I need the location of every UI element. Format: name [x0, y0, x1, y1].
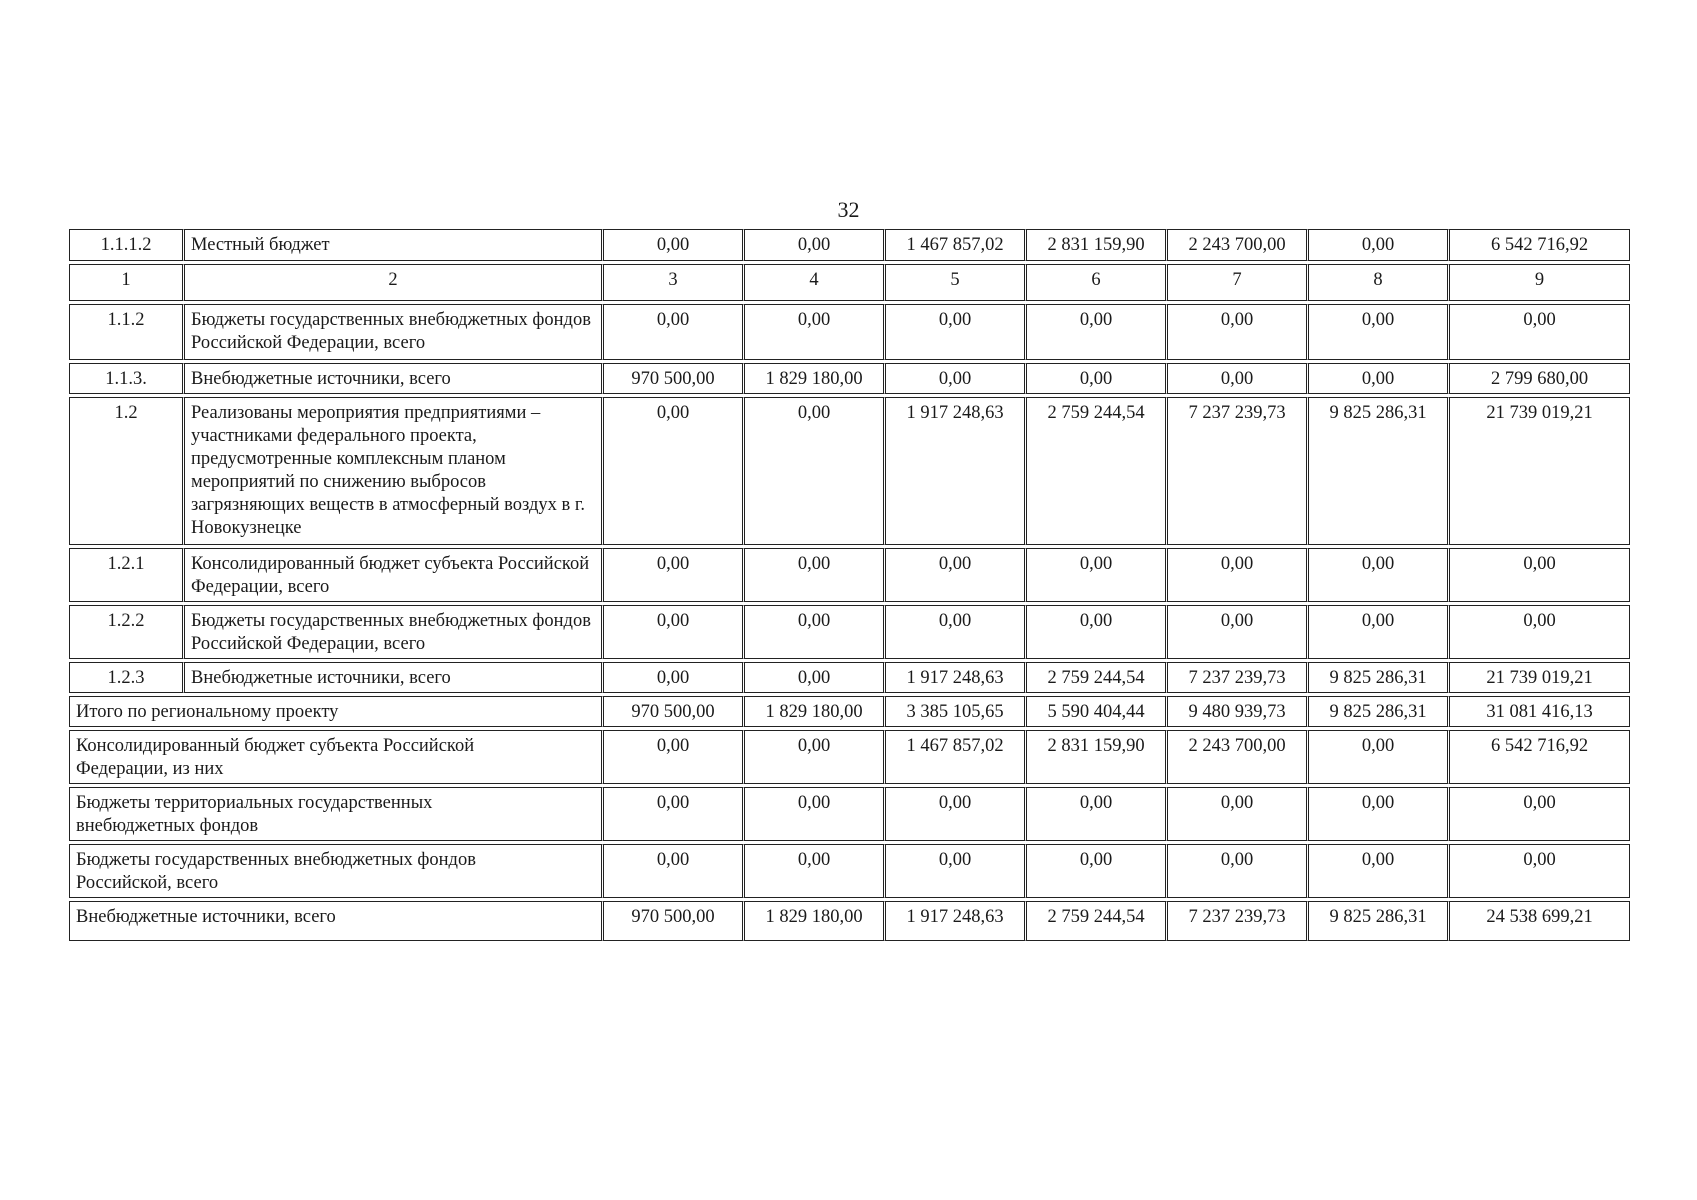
value-cell: 0,00 [601, 548, 742, 602]
value-cell: 21 739 019,21 [1447, 397, 1630, 545]
value-cell: 0,00 [1024, 304, 1165, 360]
value-cell: 970 500,00 [601, 363, 742, 394]
value-cell: 2 759 244,54 [1024, 397, 1165, 545]
value-cell: 0,00 [1447, 844, 1630, 898]
column-number: 2 [182, 264, 601, 301]
value-cell: 2 799 680,00 [1447, 363, 1630, 394]
column-number: 6 [1024, 264, 1165, 301]
row-number: 1.1.3. [69, 363, 182, 394]
value-cell: 0,00 [1447, 548, 1630, 602]
value-cell: 0,00 [1165, 304, 1306, 360]
value-cell: 0,00 [601, 662, 742, 693]
value-cell: 0,00 [1165, 844, 1306, 898]
value-cell: 24 538 699,21 [1447, 901, 1630, 941]
value-cell: 0,00 [601, 844, 742, 898]
summary-label [69, 730, 601, 784]
value-cell: 0,00 [1306, 548, 1447, 602]
page-number: 32 [837, 197, 860, 222]
summary-row [69, 730, 1630, 784]
value-cell: 0,00 [1306, 844, 1447, 898]
row-name: Бюджеты государственных внебюджетных фондов Российской Федерации, всего [182, 304, 601, 360]
row-name: Местный бюджет [182, 229, 601, 261]
value-cell: 0,00 [742, 229, 883, 261]
row-name: Внебюджетные источники, всего [182, 662, 601, 693]
summary-label-text: Бюджеты государственных внебюджетных фондов Российской, всего [76, 850, 476, 893]
budget-table [69, 226, 1630, 944]
summary-row [69, 901, 1630, 941]
value-cell: 1 917 248,63 [883, 901, 1024, 941]
row-number: 1.1.1.2 [69, 229, 182, 261]
column-number: 4 [742, 264, 883, 301]
value-cell: 0,00 [1306, 787, 1447, 841]
summary-label [69, 787, 601, 841]
value-cell: 0,00 [742, 844, 883, 898]
table-row [69, 304, 1630, 360]
row-number: 1.2.1 [69, 548, 182, 602]
value-cell: 0,00 [601, 787, 742, 841]
value-cell: 0,00 [1165, 605, 1306, 659]
value-cell: 0,00 [1447, 304, 1630, 360]
value-cell: 0,00 [1306, 605, 1447, 659]
summary-label-text: Консолидированный бюджет субъекта Российской Федерации, из них [76, 736, 475, 779]
table-row [69, 397, 1630, 545]
value-cell: 0,00 [1024, 605, 1165, 659]
value-cell: 0,00 [1165, 363, 1306, 394]
column-number: 1 [69, 264, 182, 301]
column-number-row [69, 264, 1630, 301]
value-cell: 0,00 [601, 605, 742, 659]
value-cell: 9 825 286,31 [1306, 662, 1447, 693]
value-cell: 7 237 239,73 [1165, 662, 1306, 693]
summary-label: Внебюджетные источники, всего [69, 901, 601, 941]
value-cell: 31 081 416,13 [1447, 696, 1630, 727]
value-cell: 2 243 700,00 [1165, 229, 1306, 261]
value-cell: 0,00 [742, 397, 883, 545]
value-cell: 0,00 [601, 730, 742, 784]
row-name: Реализованы мероприятия предприятиями – участниками федерального проекта, предусмотренные комплексным планом мероприятий по снижению выбросов загрязняющих веществ в атмосферный воздух в г. Новокузнецке [182, 397, 601, 545]
value-cell: 1 917 248,63 [883, 397, 1024, 545]
value-cell: 9 825 286,31 [1306, 901, 1447, 941]
row-number: 1.2 [69, 397, 182, 545]
value-cell: 0,00 [883, 304, 1024, 360]
summary-label-text: Бюджеты территориальных государственных внебюджетных фондов [76, 793, 433, 836]
value-cell: 0,00 [883, 844, 1024, 898]
value-cell: 9 825 286,31 [1306, 397, 1447, 545]
summary-row [69, 696, 1630, 727]
value-cell: 6 542 716,92 [1447, 229, 1630, 261]
value-cell: 0,00 [883, 363, 1024, 394]
value-cell: 2 759 244,54 [1024, 901, 1165, 941]
value-cell: 3 385 105,65 [883, 696, 1024, 727]
summary-row [69, 844, 1630, 898]
value-cell: 2 831 159,90 [1024, 229, 1165, 261]
row-number: 1.1.2 [69, 304, 182, 360]
row-name: Бюджеты государственных внебюджетных фондов Российской Федерации, всего [182, 605, 601, 659]
value-cell: 1 917 248,63 [883, 662, 1024, 693]
value-cell: 0,00 [1447, 605, 1630, 659]
value-cell: 2 831 159,90 [1024, 730, 1165, 784]
value-cell: 0,00 [601, 397, 742, 545]
value-cell: 6 542 716,92 [1447, 730, 1630, 784]
row-name: Внебюджетные источники, всего [182, 363, 601, 394]
value-cell: 0,00 [1024, 844, 1165, 898]
value-cell: 0,00 [1306, 363, 1447, 394]
value-cell: 0,00 [1024, 787, 1165, 841]
summary-label [69, 844, 601, 898]
value-cell: 0,00 [742, 730, 883, 784]
row-number: 1.2.3 [69, 662, 182, 693]
value-cell: 5 590 404,44 [1024, 696, 1165, 727]
value-cell: 0,00 [1306, 229, 1447, 261]
column-number: 9 [1447, 264, 1630, 301]
value-cell: 1 829 180,00 [742, 696, 883, 727]
value-cell: 1 467 857,02 [883, 229, 1024, 261]
summary-row [69, 787, 1630, 841]
value-cell: 970 500,00 [601, 901, 742, 941]
value-cell: 0,00 [883, 787, 1024, 841]
column-number: 8 [1306, 264, 1447, 301]
summary-label: Итого по региональному проекту [69, 696, 601, 727]
value-cell: 0,00 [1165, 548, 1306, 602]
value-cell: 0,00 [883, 548, 1024, 602]
table-row [69, 605, 1630, 659]
value-cell: 0,00 [601, 304, 742, 360]
value-cell: 21 739 019,21 [1447, 662, 1630, 693]
column-number: 3 [601, 264, 742, 301]
table-row [69, 548, 1630, 602]
value-cell: 0,00 [883, 605, 1024, 659]
value-cell: 0,00 [742, 304, 883, 360]
value-cell: 1 467 857,02 [883, 730, 1024, 784]
table-row [69, 229, 1630, 261]
value-cell: 0,00 [1447, 787, 1630, 841]
table-row [69, 662, 1630, 693]
value-cell: 0,00 [1024, 363, 1165, 394]
row-name: Консолидированный бюджет субъекта Российской Федерации, всего [182, 548, 601, 602]
value-cell: 0,00 [742, 662, 883, 693]
value-cell: 0,00 [601, 229, 742, 261]
value-cell: 7 237 239,73 [1165, 901, 1306, 941]
value-cell: 0,00 [1165, 787, 1306, 841]
value-cell: 2 759 244,54 [1024, 662, 1165, 693]
value-cell: 0,00 [1306, 304, 1447, 360]
value-cell: 1 829 180,00 [742, 901, 883, 941]
value-cell: 2 243 700,00 [1165, 730, 1306, 784]
value-cell: 0,00 [1306, 730, 1447, 784]
row-number: 1.2.2 [69, 605, 182, 659]
value-cell: 0,00 [742, 548, 883, 602]
value-cell: 9 825 286,31 [1306, 696, 1447, 727]
value-cell: 0,00 [742, 605, 883, 659]
value-cell: 7 237 239,73 [1165, 397, 1306, 545]
column-number: 5 [883, 264, 1024, 301]
value-cell: 9 480 939,73 [1165, 696, 1306, 727]
table-row [69, 363, 1630, 394]
column-number: 7 [1165, 264, 1306, 301]
value-cell: 1 829 180,00 [742, 363, 883, 394]
value-cell: 0,00 [742, 787, 883, 841]
value-cell: 970 500,00 [601, 696, 742, 727]
value-cell: 0,00 [1024, 548, 1165, 602]
